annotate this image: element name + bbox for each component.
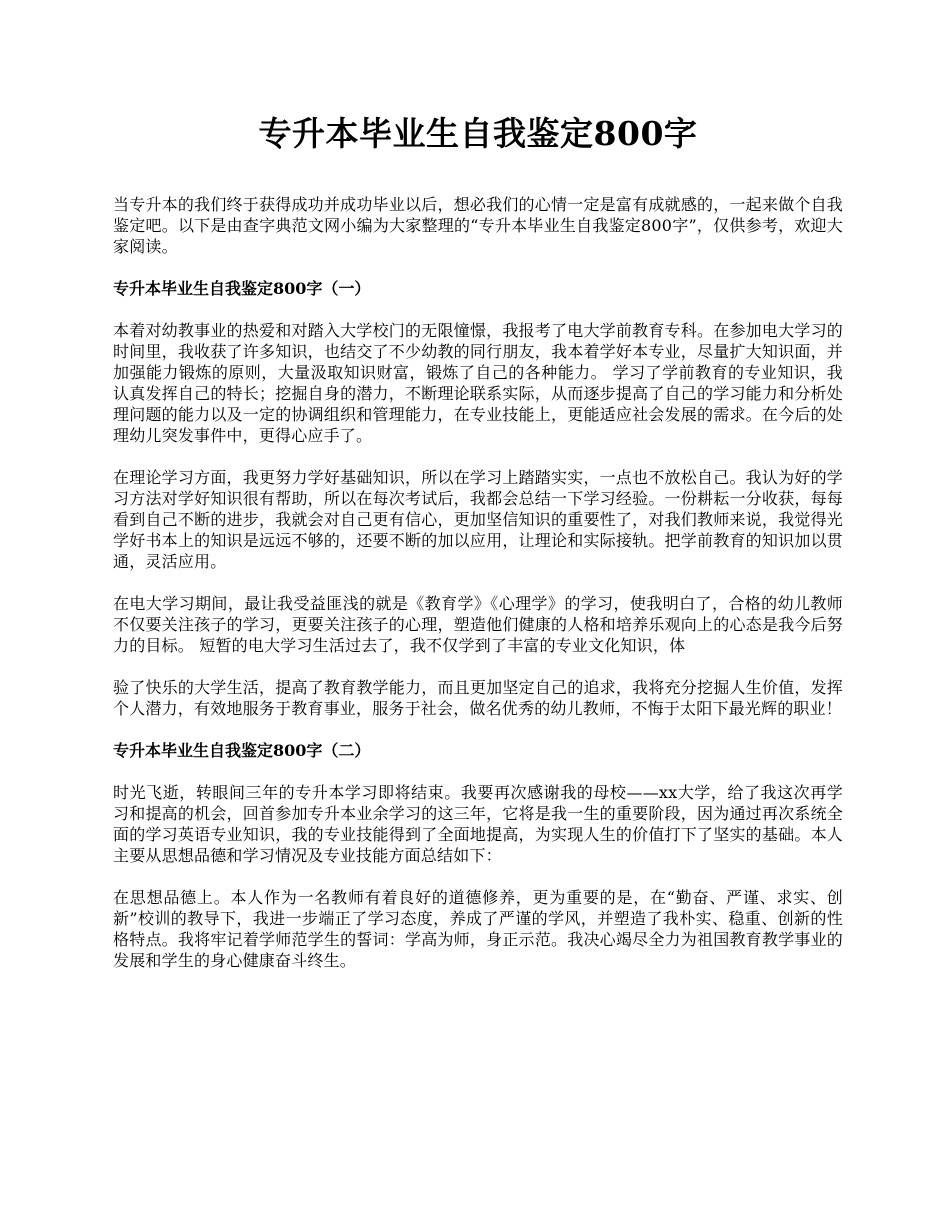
section-heading: 专升本毕业生自我鉴定800字（一） [113,279,371,298]
body-paragraph: 在理论学习方面，我更努力学好基础知识，所以在学习上踏踏实实，一点也不放松自己。我认为好的学习方法对学好知识很有帮助，所以在每次考试后，我都会总结一下学习经验。一份耕耘一分收获，每每看到自己不断的进步，我就会对自己更有信心，更加坚信知识的重要性了，对我们教师来说，我觉得光学好书本上的知识是远远不够的，还要不断的加以应用，让理论和实际接轨。把学前教育的知识加以贯通，灵活应用。 [113,468,843,571]
body-paragraph: 本着对幼教事业的热爱和对踏入大学校门的无限憧憬，我报考了电大学前教育专科。在参加电大学习的时间里，我收获了许多知识，也结交了不少幼教的同行朋友，我本着学好本专业，尽量扩大知识面，并加强能力锻炼的原则，大量汲取知识财富，锻炼了自己的各种能力。 学习了学前教育的专业知识，我认真发挥自己的特长；挖掘自身的潜力，不断理论联系实际，从而逐步提高了自己的学习能力和分析处理问题的能力以及一定的协调组织和管理能力，在专业技能上，更能适应社会发展的需求。在今后的处理幼儿突发事件中，更得心应手了。 [113,321,843,445]
section-one [113,278,843,719]
body-paragraph: 时光飞逝，转眼间三年的专升本学习即将结束。我要再次感谢我的母校——xx大学，给了我这次再学习和提高的机会，回首参加专升本业余学习的这三年，它将是我一生的重要阶段，因为通过再次系统全面的学习英语专业知识，我的专业技能得到了全面地提高，为实现人生的价值打下了坚实的基础。本人主要从思想品德和学习情况及专业技能方面总结如下： [113,783,843,865]
section-heading: 专升本毕业生自我鉴定800字（二） [113,741,371,760]
body-paragraph: 在电大学习期间，最让我受益匪浅的就是《教育学》《心理学》的学习，使我明白了，合格的幼儿教师不仅要关注孩子的学习，更要关注孩子的心理，塑造他们健康的人格和培养乐观向上的心态是我今后努力的目标。 短暂的电大学习生活过去了，我不仅学到了丰富的专业文化知识，体 [113,594,843,655]
body-paragraph: 验了快乐的大学生活，提高了教育教学能力，而且更加坚定自己的追求，我将充分挖掘人生价值，发挥个人潜力，有效地服务于教育事业，服务于社会，做名优秀的幼儿教师，不悔于太阳下最光辉的职业！ [113,678,843,718]
document-body [113,112,843,992]
intro-paragraph: 当专升本的我们终于获得成功并成功毕业以后，想必我们的心情一定是富有成就感的，一起来做个自我鉴定吧。以下是由查字典范文网小编为大家整理的“专升本毕业生自我鉴定800字”，仅供参考，欢迎大家阅读。 [113,195,843,256]
body-paragraph: 在思想品德上。本人作为一名教师有着良好的道德修养，更为重要的是，在“勤奋、严谨、求实、创新”校训的教导下，我进一步端正了学习态度，养成了严谨的学风，并塑造了我朴实、稳重、创新的性格特点。我将牢记着学师范学生的誓词：学高为师，身正示范。我决心竭尽全力为祖国教育教学事业的发展和学生的身心健康奋斗终生。 [113,888,843,970]
section-two [113,740,843,971]
document-title: 专升本毕业生自我鉴定800字 [258,114,698,153]
